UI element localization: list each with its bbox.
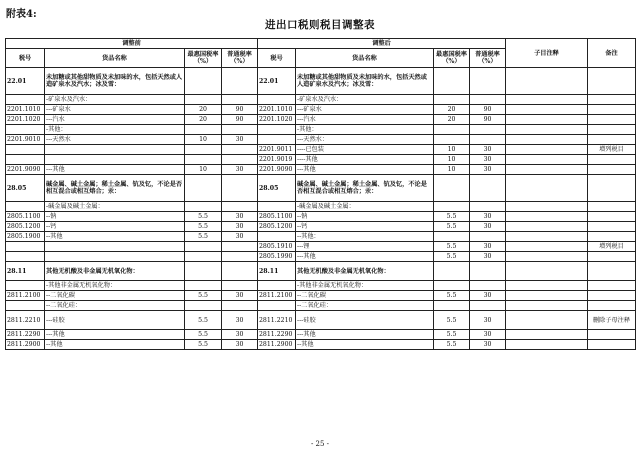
cell-mfn-after xyxy=(434,301,470,311)
cell-code-after xyxy=(258,125,296,135)
cell-code-before xyxy=(6,155,45,165)
cell-mfn-after: 20 xyxy=(434,105,470,115)
table-row xyxy=(6,175,636,202)
cell-general-after xyxy=(470,135,506,145)
tariff-table xyxy=(5,38,636,350)
cell-general-after: 90 xyxy=(470,115,506,125)
cell-remark xyxy=(588,340,636,350)
cell-mfn-before xyxy=(185,125,222,135)
cell-note xyxy=(506,281,588,291)
cell-general-after xyxy=(470,95,506,105)
cell-general-after xyxy=(470,125,506,135)
cell-name-before: -碱金属及碱土金属： xyxy=(45,202,185,212)
cell-code-after xyxy=(258,95,296,105)
cell-general-before: 90 xyxy=(222,115,258,125)
page-number: - 25 - xyxy=(310,440,330,448)
cell-name-after: ---其他 xyxy=(296,330,434,340)
cell-remark xyxy=(588,330,636,340)
cell-remark xyxy=(588,175,636,202)
cell-name-before: --二氧化碳 xyxy=(45,291,185,301)
cell-code-before: 2811.2100 xyxy=(6,291,45,301)
cell-note xyxy=(506,311,588,330)
table-row xyxy=(6,330,636,340)
cell-name-after: ---汽水 xyxy=(296,115,434,125)
cell-code-after: 2201.9090 xyxy=(258,165,296,175)
cell-code-after: 2201.1020 xyxy=(258,115,296,125)
cell-code-before: 28.11 xyxy=(6,262,45,281)
header-code-before: 税号 xyxy=(6,49,45,68)
cell-general-after: 30 xyxy=(470,242,506,252)
cell-code-before xyxy=(6,301,45,311)
table-row xyxy=(6,281,636,291)
cell-name-before: ---其他 xyxy=(45,165,185,175)
cell-mfn-before xyxy=(185,202,222,212)
cell-general-before xyxy=(222,202,258,212)
cell-remark xyxy=(588,95,636,105)
cell-note xyxy=(506,291,588,301)
cell-name-after: ----其他 xyxy=(296,155,434,165)
header-remark: 备注 xyxy=(588,39,636,68)
cell-name-after: --其他 xyxy=(296,340,434,350)
cell-note xyxy=(506,165,588,175)
cell-general-before: 30 xyxy=(222,311,258,330)
cell-general-after xyxy=(470,232,506,242)
table-row xyxy=(6,105,636,115)
cell-code-after xyxy=(258,232,296,242)
cell-name-before: ---硅胶 xyxy=(45,311,185,330)
header-mfn-after: 最惠国税率（%） xyxy=(434,49,470,68)
table-row xyxy=(6,135,636,145)
cell-mfn-after: 5.5 xyxy=(434,311,470,330)
cell-code-after xyxy=(258,135,296,145)
cell-name-after: 未加糖或其他甜物质及未加味的水，包括天然或人造矿泉水及汽水；冰及雪： xyxy=(296,68,434,95)
cell-name-before: ---矿泉水 xyxy=(45,105,185,115)
cell-note xyxy=(506,242,588,252)
header-before: 调整前 xyxy=(6,39,258,49)
cell-code-before: 28.05 xyxy=(6,175,45,202)
cell-remark xyxy=(588,212,636,222)
cell-mfn-before xyxy=(185,262,222,281)
cell-code-before xyxy=(6,242,45,252)
cell-name-before: --钙 xyxy=(45,222,185,232)
cell-general-after: 30 xyxy=(470,291,506,301)
cell-mfn-before xyxy=(185,281,222,291)
cell-mfn-before: 5.5 xyxy=(185,222,222,232)
cell-mfn-after: 20 xyxy=(434,115,470,125)
cell-mfn-before xyxy=(185,242,222,252)
cell-general-before: 30 xyxy=(222,232,258,242)
cell-note xyxy=(506,222,588,232)
cell-note xyxy=(506,232,588,242)
cell-code-before xyxy=(6,252,45,262)
cell-general-before xyxy=(222,281,258,291)
cell-code-after: 28.11 xyxy=(258,262,296,281)
cell-code-before: 2201.9090 xyxy=(6,165,45,175)
cell-general-before: 30 xyxy=(222,340,258,350)
cell-note xyxy=(506,202,588,212)
cell-general-after: 30 xyxy=(470,311,506,330)
cell-remark xyxy=(588,68,636,95)
cell-mfn-after xyxy=(434,135,470,145)
cell-general-before: 30 xyxy=(222,135,258,145)
cell-remark xyxy=(588,222,636,232)
cell-general-after: 30 xyxy=(470,212,506,222)
cell-name-after: --二氧化碳 xyxy=(296,291,434,301)
cell-general-after: 30 xyxy=(470,330,506,340)
cell-mfn-after xyxy=(434,175,470,202)
cell-general-after xyxy=(470,301,506,311)
header-note: 子目注释 xyxy=(506,39,588,68)
cell-note xyxy=(506,105,588,115)
cell-code-before xyxy=(6,202,45,212)
cell-mfn-before xyxy=(185,155,222,165)
cell-note xyxy=(506,330,588,340)
cell-name-after: --二氧化硅： xyxy=(296,301,434,311)
table-row xyxy=(6,291,636,301)
cell-general-after xyxy=(470,202,506,212)
cell-code-after: 2201.1010 xyxy=(258,105,296,115)
cell-code-before: 2201.9010 xyxy=(6,135,45,145)
cell-code-after: 2811.2900 xyxy=(258,340,296,350)
cell-general-before: 30 xyxy=(222,291,258,301)
cell-mfn-before xyxy=(185,301,222,311)
cell-mfn-before: 10 xyxy=(185,135,222,145)
cell-name-before: ---天然水 xyxy=(45,135,185,145)
cell-note xyxy=(506,175,588,202)
cell-general-before: 90 xyxy=(222,105,258,115)
cell-note xyxy=(506,212,588,222)
cell-general-after: 30 xyxy=(470,165,506,175)
cell-mfn-after: 5.5 xyxy=(434,242,470,252)
cell-mfn-after xyxy=(434,202,470,212)
cell-code-after: 2201.9019 xyxy=(258,155,296,165)
cell-code-after: 2805.1910 xyxy=(258,242,296,252)
cell-mfn-before xyxy=(185,95,222,105)
cell-code-after: 2805.1200 xyxy=(258,222,296,232)
document-title: 进出口税则税目调整表 xyxy=(265,19,375,31)
cell-general-after xyxy=(470,175,506,202)
cell-mfn-before: 5.5 xyxy=(185,212,222,222)
cell-code-after: 2811.2290 xyxy=(258,330,296,340)
cell-note xyxy=(506,252,588,262)
cell-code-before: 2805.1200 xyxy=(6,222,45,232)
cell-mfn-after: 5.5 xyxy=(434,252,470,262)
cell-name-before: -其他： xyxy=(45,125,185,135)
cell-code-before xyxy=(6,125,45,135)
cell-mfn-after: 10 xyxy=(434,155,470,165)
cell-name-after: ---其他 xyxy=(296,252,434,262)
cell-note xyxy=(506,125,588,135)
cell-note xyxy=(506,155,588,165)
cell-code-before: 2811.2210 xyxy=(6,311,45,330)
table-row xyxy=(6,301,636,311)
cell-mfn-before: 5.5 xyxy=(185,311,222,330)
cell-name-before: --其他 xyxy=(45,340,185,350)
table-row xyxy=(6,145,636,155)
cell-code-before: 2201.1010 xyxy=(6,105,45,115)
cell-name-before: --钠 xyxy=(45,212,185,222)
table-row xyxy=(6,212,636,222)
cell-name-before: 其他无机酸及非金属无机氧化物： xyxy=(45,262,185,281)
cell-remark: 删除子母注释 xyxy=(588,311,636,330)
cell-mfn-before xyxy=(185,175,222,202)
cell-mfn-after: 5.5 xyxy=(434,291,470,301)
cell-note xyxy=(506,68,588,95)
cell-mfn-after xyxy=(434,232,470,242)
cell-code-after: 2201.9011 xyxy=(258,145,296,155)
annex-label: 附表4: xyxy=(6,9,37,20)
cell-code-before: 2201.1020 xyxy=(6,115,45,125)
header-name-before: 货品名称 xyxy=(45,49,185,68)
cell-name-after: -其他： xyxy=(296,125,434,135)
header-code-after: 税号 xyxy=(258,49,296,68)
cell-name-before: ---汽水 xyxy=(45,115,185,125)
table-row xyxy=(6,311,636,330)
cell-general-before: 30 xyxy=(222,222,258,232)
cell-note xyxy=(506,340,588,350)
cell-name-after: --其他： xyxy=(296,232,434,242)
cell-name-before: -矿泉水及汽水： xyxy=(45,95,185,105)
cell-code-after: 2805.1990 xyxy=(258,252,296,262)
cell-mfn-before: 5.5 xyxy=(185,232,222,242)
table-row xyxy=(6,262,636,281)
cell-code-before: 2811.2290 xyxy=(6,330,45,340)
cell-code-after: 2811.2100 xyxy=(258,291,296,301)
cell-mfn-before xyxy=(185,252,222,262)
cell-code-before: 2805.1900 xyxy=(6,232,45,242)
table-body xyxy=(6,68,636,350)
table-row xyxy=(6,115,636,125)
header-general-after: 普通税率（%） xyxy=(470,49,506,68)
cell-mfn-before: 5.5 xyxy=(185,330,222,340)
cell-remark xyxy=(588,281,636,291)
header-after: 调整后 xyxy=(258,39,506,49)
cell-code-after: 22.01 xyxy=(258,68,296,95)
cell-name-before: 碱金属、碱土金属；稀土金属、钪及钇，不论是否相互混合或相互熔合；汞： xyxy=(45,175,185,202)
cell-code-before xyxy=(6,281,45,291)
table-row xyxy=(6,68,636,95)
cell-general-before xyxy=(222,68,258,95)
cell-general-before: 30 xyxy=(222,165,258,175)
cell-mfn-before: 5.5 xyxy=(185,340,222,350)
header-mfn-before: 最惠国税率（%） xyxy=(185,49,222,68)
cell-mfn-before: 20 xyxy=(185,105,222,115)
cell-name-before: 未加糖或其他甜物质及未加味的水，包括天然或人造矿泉水及汽水；冰及雪： xyxy=(45,68,185,95)
cell-code-after xyxy=(258,281,296,291)
cell-code-before xyxy=(6,145,45,155)
cell-general-after: 30 xyxy=(470,222,506,232)
cell-mfn-after xyxy=(434,281,470,291)
cell-mfn-after xyxy=(434,262,470,281)
cell-general-before xyxy=(222,155,258,165)
cell-remark xyxy=(588,202,636,212)
cell-general-before xyxy=(222,175,258,202)
cell-note xyxy=(506,135,588,145)
cell-mfn-after xyxy=(434,95,470,105)
table-row xyxy=(6,165,636,175)
cell-mfn-after: 5.5 xyxy=(434,222,470,232)
cell-mfn-before: 10 xyxy=(185,165,222,175)
cell-general-before: 30 xyxy=(222,330,258,340)
cell-code-after: 2805.1100 xyxy=(258,212,296,222)
cell-mfn-after: 5.5 xyxy=(434,212,470,222)
cell-general-before xyxy=(222,262,258,281)
cell-name-after: --钙 xyxy=(296,222,434,232)
header-name-after: 货品名称 xyxy=(296,49,434,68)
cell-name-before: --其他 xyxy=(45,232,185,242)
cell-general-after xyxy=(470,68,506,95)
cell-remark xyxy=(588,155,636,165)
cell-name-after: ---锂 xyxy=(296,242,434,252)
cell-name-after: ---天然水： xyxy=(296,135,434,145)
table-row xyxy=(6,232,636,242)
cell-general-before xyxy=(222,252,258,262)
cell-mfn-after: 5.5 xyxy=(434,340,470,350)
table-row xyxy=(6,155,636,165)
cell-name-before: ---其他 xyxy=(45,330,185,340)
cell-remark xyxy=(588,301,636,311)
cell-name-after: -碱金属及碱土金属： xyxy=(296,202,434,212)
cell-general-before xyxy=(222,145,258,155)
cell-remark xyxy=(588,135,636,145)
cell-note xyxy=(506,301,588,311)
cell-general-after: 30 xyxy=(470,340,506,350)
table-row xyxy=(6,222,636,232)
cell-code-after: 2811.2210 xyxy=(258,311,296,330)
cell-name-before: --二氧化硅： xyxy=(45,301,185,311)
cell-general-after xyxy=(470,262,506,281)
table-row xyxy=(6,340,636,350)
cell-code-before: 2811.2900 xyxy=(6,340,45,350)
cell-mfn-before xyxy=(185,145,222,155)
cell-mfn-after: 5.5 xyxy=(434,330,470,340)
cell-remark xyxy=(588,115,636,125)
cell-mfn-before: 5.5 xyxy=(185,291,222,301)
cell-general-before xyxy=(222,242,258,252)
table-row xyxy=(6,125,636,135)
cell-mfn-after: 10 xyxy=(434,165,470,175)
cell-general-after: 30 xyxy=(470,145,506,155)
cell-general-after: 30 xyxy=(470,155,506,165)
cell-note xyxy=(506,95,588,105)
cell-mfn-before xyxy=(185,68,222,95)
table-row xyxy=(6,252,636,262)
cell-name-before xyxy=(45,155,185,165)
cell-name-after: ---矿泉水 xyxy=(296,105,434,115)
cell-name-after: 其他无机酸及非金属无机氧化物： xyxy=(296,262,434,281)
cell-mfn-before: 20 xyxy=(185,115,222,125)
cell-name-before: -其他非金属无机氧化物： xyxy=(45,281,185,291)
cell-name-before xyxy=(45,252,185,262)
cell-general-after xyxy=(470,281,506,291)
cell-remark xyxy=(588,232,636,242)
table-row xyxy=(6,95,636,105)
cell-name-after: -矿泉水及汽水： xyxy=(296,95,434,105)
cell-name-after: --钠 xyxy=(296,212,434,222)
cell-general-after: 90 xyxy=(470,105,506,115)
cell-name-before xyxy=(45,145,185,155)
cell-general-before: 30 xyxy=(222,212,258,222)
cell-name-after: ----已包装 xyxy=(296,145,434,155)
cell-code-before xyxy=(6,95,45,105)
cell-name-after: ---硅胶 xyxy=(296,311,434,330)
cell-remark xyxy=(588,262,636,281)
cell-general-after: 30 xyxy=(470,252,506,262)
cell-mfn-after: 10 xyxy=(434,145,470,155)
cell-remark: 增列税目 xyxy=(588,145,636,155)
cell-remark xyxy=(588,291,636,301)
cell-code-before: 22.01 xyxy=(6,68,45,95)
cell-name-after: ---其他 xyxy=(296,165,434,175)
cell-code-before: 2805.1100 xyxy=(6,212,45,222)
cell-mfn-after xyxy=(434,125,470,135)
cell-note xyxy=(506,115,588,125)
cell-name-after: -其他非金属无机氧化物： xyxy=(296,281,434,291)
cell-general-before xyxy=(222,125,258,135)
cell-mfn-after xyxy=(434,68,470,95)
cell-code-after xyxy=(258,301,296,311)
cell-remark xyxy=(588,165,636,175)
cell-name-after: 碱金属、碱土金属；稀土金属、钪及钇，不论是否相互混合或相互熔合；汞： xyxy=(296,175,434,202)
cell-name-before xyxy=(45,242,185,252)
cell-general-before xyxy=(222,95,258,105)
header-general-before: 普通税率（%） xyxy=(222,49,258,68)
cell-note xyxy=(506,145,588,155)
table-row xyxy=(6,202,636,212)
cell-note xyxy=(506,262,588,281)
cell-code-after xyxy=(258,202,296,212)
cell-code-after: 28.05 xyxy=(258,175,296,202)
cell-remark xyxy=(588,252,636,262)
cell-remark xyxy=(588,125,636,135)
cell-general-before xyxy=(222,301,258,311)
cell-remark: 增列税目 xyxy=(588,242,636,252)
cell-remark xyxy=(588,105,636,115)
table-row xyxy=(6,242,636,252)
